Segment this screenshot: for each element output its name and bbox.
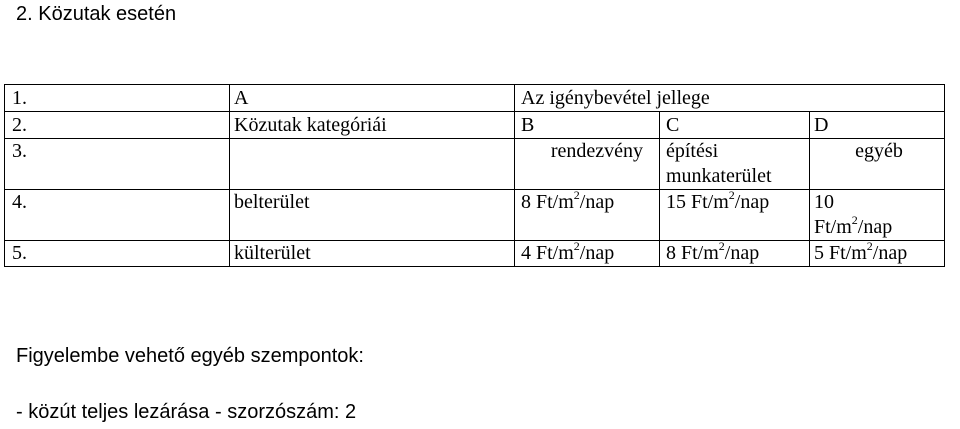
fee-cell xyxy=(810,241,945,267)
usage-type-header: Az igénybevétel jellege xyxy=(515,85,945,112)
area-label: külterület xyxy=(230,241,515,267)
fee-value: 15 Ft/m xyxy=(666,191,729,213)
unit-suffix: /nap xyxy=(857,216,893,238)
unit-superscript: 2 xyxy=(573,239,580,254)
fee-value: 5 Ft/m xyxy=(814,242,867,264)
unit-superscript: 2 xyxy=(728,188,735,203)
notes-item: - közút teljes lezárása - szorzószám: 2 xyxy=(16,401,357,423)
fee-cell xyxy=(515,241,660,267)
row-number: 3. xyxy=(5,139,230,190)
notes-title: Figyelembe vehető egyéb szempontok: xyxy=(16,345,364,367)
unit-superscript: 2 xyxy=(718,239,725,254)
unit-suffix: /nap xyxy=(724,242,760,264)
empty-cell xyxy=(230,139,515,190)
fee-unit: Ft/m xyxy=(814,216,852,238)
table-row xyxy=(5,139,945,190)
unit-suffix: /nap xyxy=(579,242,615,264)
fee-table xyxy=(4,84,945,267)
unit-superscript: 2 xyxy=(851,213,858,228)
area-label: belterület xyxy=(230,190,515,241)
fee-cell xyxy=(660,190,810,241)
usage-event: rendezvény xyxy=(515,139,660,190)
table-row xyxy=(5,190,945,241)
fee-value: 8 Ft/m xyxy=(521,191,574,213)
column-c-label: C xyxy=(660,112,810,139)
column-d-label: D xyxy=(810,112,945,139)
row-number: 2. xyxy=(5,112,230,139)
unit-suffix: /nap xyxy=(734,191,770,213)
road-category-label: Közutak kategóriái xyxy=(230,112,515,139)
table-row xyxy=(5,241,945,267)
table-row xyxy=(5,85,945,112)
section-heading: 2. Közutak esetén xyxy=(16,3,177,25)
row-number: 1. xyxy=(5,85,230,112)
unit-superscript: 2 xyxy=(573,188,580,203)
unit-suffix: /nap xyxy=(579,191,615,213)
fee-cell xyxy=(515,190,660,241)
fee-cell xyxy=(660,241,810,267)
usage-other: egyéb xyxy=(810,139,945,190)
fee-cell xyxy=(810,190,945,241)
fee-value: 10 xyxy=(814,191,834,213)
unit-suffix: /nap xyxy=(872,242,908,264)
table-row xyxy=(5,112,945,139)
row-number: 4. xyxy=(5,190,230,241)
fee-value: 4 Ft/m xyxy=(521,242,574,264)
fee-value: 8 Ft/m xyxy=(666,242,719,264)
column-b-label: B xyxy=(515,112,660,139)
usage-construction: építési munkaterület xyxy=(660,139,810,190)
unit-superscript: 2 xyxy=(866,239,873,254)
column-a-label: A xyxy=(230,85,515,112)
row-number: 5. xyxy=(5,241,230,267)
